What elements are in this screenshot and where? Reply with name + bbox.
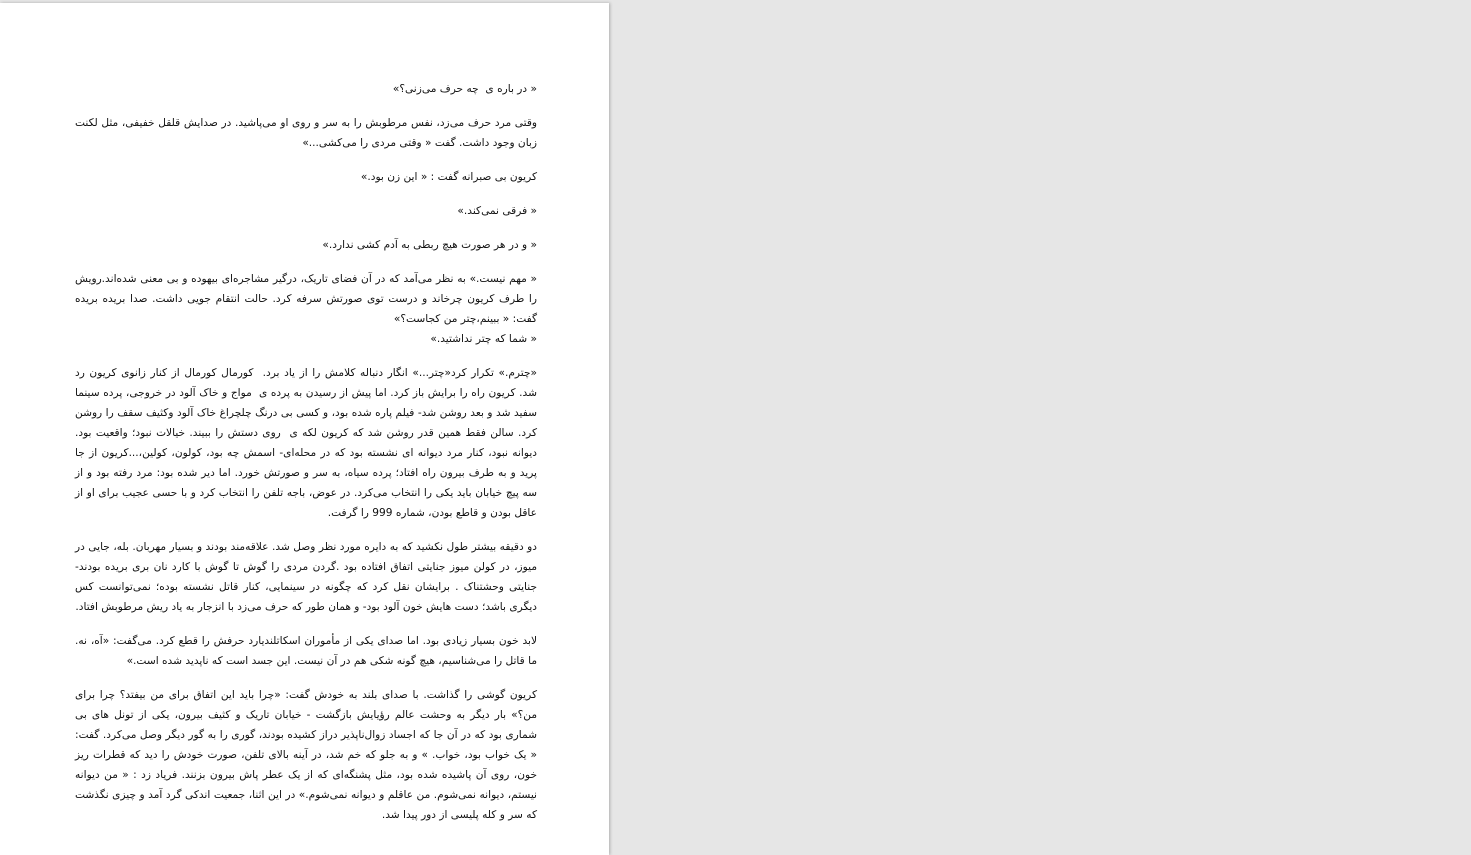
paragraph: کریون بی صبرانه گفت : « این زن بود.» bbox=[360, 171, 537, 183]
paragraph: وقتی مرد حرف می‌زد، نفس مرطوبش را به سر و روی او می‌پاشید. در صدایش قلقل خفیفی، مثل لکنت زبان وجود داشت. گفت « وقتی مردی را می‌کشی...» bbox=[71, 117, 537, 149]
paragraph: دو دقیقه بیشتر طول نکشید که به دایره مورد نظر وصل شد. علاقه‌مند بودند و بسیار مهربان. بله، جایی در میوز، در کولن میوز جنایتی اتفاق افتاده بود .گردن مردی را گوش تا گوش با کارد نان بری بریده بودند- جنایتی وحشتناک . برایشان نقل کرد که چگونه در سینمایی، کنار قاتل نشسته بوده؛ نمی‌توانست کس دیگری باشد؛ دست هایش خون آلود بود- و همان طور که حرف می‌زد با انزجار به یاد ریش مرطوبش افتاد. bbox=[71, 541, 537, 613]
paragraph: کریون گوشی را گذاشت. با صدای بلند به خودش گفت: «چرا باید این اتفاق برای من بیفتد؟ چرا برای من؟» بار دیگر به وحشت عالم رؤیایش بازگشت - خیابان تاریک و کثیف بیرون، یکی از تونل های بی شماری بود که در آن جا که اجساد زوال‌ناپذیر دراز کشیده بودند، گوری را به گور دیگر وصل می‌کرد. گفت: « یک خواب بود، خواب. » و به جلو که خم شد، در آینه بالای تلفن، صورت خودش را دید که قطرات ریز خون، روی آن پاشیده شده بود، مثل پشنگه‌ای که از یک عطر پاش بیرون بزنند. فریاد زد : « من دیوانه نیستم، دیوانه نمی‌شوم. من عاقلم و دیوانه نمی‌شوم.» در این اثنا، جمعیت اندکی گرد آمد و چیزی نگذشت که سر و کله پلیسی از دور پیدا شد. bbox=[71, 689, 538, 821]
paragraph: « شما که چتر نداشتید.» bbox=[430, 333, 537, 345]
paragraph: « و در هر صورت هیچ ربطی به آدم کشی ندارد.» bbox=[322, 239, 537, 251]
paragraph: لابد خون بسیار زیادی بود. اما صدای یکی از مأموران اسکاتلندیارد حرفش را قطع کرد. می‌گفت: «آه، نه. ما قاتل را می‌شناسیم، هیچ گونه شکی هم در آن نیست. این جسد است که ناپدید شده است.» bbox=[71, 635, 537, 667]
paragraph: « در باره ی چه حرف می‌زنی؟» bbox=[392, 83, 537, 95]
paragraph: « فرقی نمی‌کند.» bbox=[457, 205, 537, 217]
document-page bbox=[0, 3, 609, 855]
paragraph: «چترم.» تکرار کرد«چتر...» انگار دنباله کلامش را از یاد برد. کورمال کورمال از کنار زانوی کریون رد شد. کریون راه را برایش باز کرد. اما پیش از رسیدن به پرده ی مواج و خاک آلود در خروجی، پرده سینما سفید شد و بعد روشن شد- فیلم پاره شده بود، و کسی بی درنگ چلچراغ خاک آلود وکثیف سقف را روشن کرد. سالن فقط همین قدر روشن شد که کریون لکه ی روی دستش را ببیند. خیالات نبود؛ واقعیت بود. دیوانه نبود، کنار مرد دیوانه ای نشسته بود که در محله‌ای- اسمش چه بود، کولون، کولین،...کریون از جا پرید و به طرف بیرون راه افتاد؛ پرده سیاه، به سر و صورتش خورد. اما دیر شده بود: مرد رفته بود و از سه پیچ خیابان باید یکی را انتخاب می‌کرد. در عوض، باجه تلفن را انتخاب کرد و با حسی عجیب برای او از عاقل بودن و قاطع بودن، شماره 999 را گرفت. bbox=[71, 367, 538, 519]
paragraph: « مهم نیست.» به نظر می‌آمد که در آن فضای تاریک، درگیر مشاجره‌ای بیهوده و بی معنی شده‌اند.رویش را طرف کریون چرخاند و درست توی صورتش سرفه کرد. حالت انتقام جویی داشت. صدا بریده بریده گفت: « ببینم،چتر من کجاست؟» bbox=[71, 273, 537, 325]
page-content bbox=[71, 79, 538, 839]
